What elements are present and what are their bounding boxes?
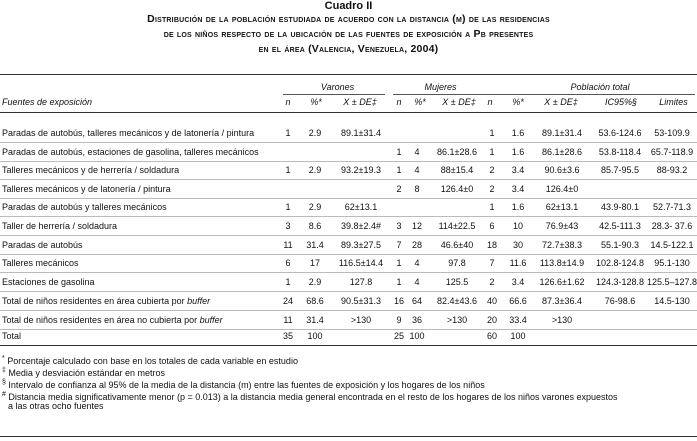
table-cell: 1 <box>489 202 495 212</box>
table-cell: 82.4±43.6 <box>437 296 477 306</box>
header-ic95: IC95%§ <box>604 97 638 107</box>
table-cell: 4 <box>414 258 420 268</box>
header-limites: Limites <box>659 97 688 107</box>
table-cell: 76-98.6 <box>604 296 636 306</box>
row-label: Paradas de autobús, talleres mecánicos y de latonería / pintura <box>2 128 255 138</box>
row-label: Talleres mecánicos y de latonería / pintura <box>2 184 171 194</box>
table-cell: 2.9 <box>308 277 322 287</box>
table-cell: 3 <box>285 221 291 231</box>
row-divider <box>0 161 697 162</box>
table-cell: 89.1±31.4 <box>341 128 381 138</box>
table-title-line-2: de los niños respecto de la ubicación de las fuentes de exposición a Pb presentes <box>163 28 534 40</box>
table-cell: 126.4±0 <box>545 184 579 194</box>
table-cell: 87.3±36.4 <box>542 296 582 306</box>
footnote-3: § Intervalo de confianza al 95% de la media de la distancia (m) entre las fuentes de exposición y los hogares de los niños <box>2 379 485 390</box>
header-mujeres-pct: %* <box>414 97 426 107</box>
table-cell: 90.6±3.6 <box>544 165 580 175</box>
row-label: Paradas de autobús <box>2 240 83 250</box>
header-rule <box>0 112 697 113</box>
table-cell: 85.7-95.5 <box>600 165 640 175</box>
table-cell: 72.7±38.3 <box>542 240 582 250</box>
table-cell: 3.4 <box>511 165 525 175</box>
table-cell: 6 <box>489 221 495 231</box>
row-label: Talleres mecánicos y de herrería / soldadura <box>2 165 180 175</box>
underline-varones <box>283 94 385 95</box>
table-cell: 4 <box>414 165 420 175</box>
table-cell: 31.4 <box>306 315 324 325</box>
table-cell: 8.6 <box>308 221 322 231</box>
table-title-line-1: Distribución de la población estudiada de acuerdo con la distancia (m) de las residencias <box>147 13 550 25</box>
header-fuentes: Fuentes de exposición <box>2 97 93 107</box>
table-cell: 100 <box>307 331 323 341</box>
table-cell: 1 <box>396 165 402 175</box>
table-cell: 1 <box>285 277 291 287</box>
table-cell: 102.8-124.8 <box>595 258 645 268</box>
table-cell: 125.5–127.8 <box>647 277 697 287</box>
table-cell: 100 <box>510 331 526 341</box>
table-cell: >130 <box>551 315 573 325</box>
table-cell: 6 <box>285 258 291 268</box>
table-cell: 14.5-122.1 <box>650 240 694 250</box>
table-cell: 7 <box>489 258 495 268</box>
table-cell: 10 <box>512 221 523 231</box>
table-cell: 52.7-71.3 <box>652 202 692 212</box>
table-cell: 16 <box>393 296 404 306</box>
table-cell: 62±13.1 <box>344 202 378 212</box>
table-title-line-3: en el área (Valencia, Venezuela, 2004) <box>258 43 439 55</box>
row-label: Total <box>2 331 22 341</box>
table-cell: 89.1±31.4 <box>542 128 582 138</box>
table-cell: >130 <box>350 315 372 325</box>
top-rule <box>0 74 697 75</box>
table-cell: 2 <box>489 277 495 287</box>
table-cell: 2.9 <box>308 202 322 212</box>
table-cell: 18 <box>486 240 497 250</box>
header-total-n: n <box>487 97 493 107</box>
table-cell: 24 <box>282 296 293 306</box>
table-bottom-rule <box>0 345 697 346</box>
table-cell: 40 <box>486 296 497 306</box>
table-cell: 65.7-118.9 <box>650 147 694 157</box>
table-cell: 1 <box>396 258 402 268</box>
table-cell: 4 <box>414 147 420 157</box>
header-varones-pct: %* <box>310 97 322 107</box>
table-cell: 35 <box>282 331 293 341</box>
table-cell: 89.3±27.5 <box>341 240 381 250</box>
table-cell: 3.4 <box>511 184 525 194</box>
table-cell: 125.5 <box>445 277 469 287</box>
header-total-pct: %* <box>512 97 524 107</box>
table-cell: 39.8±2.4# <box>341 221 381 231</box>
table-cell: 68.6 <box>306 296 324 306</box>
row-divider <box>0 179 697 180</box>
row-divider <box>0 291 697 292</box>
table-cell: 36 <box>411 315 422 325</box>
row-label: Talleres mecánicos <box>2 258 79 268</box>
row-divider <box>0 198 697 199</box>
table-cell: 2 <box>489 165 495 175</box>
row-label: Total de niños residentes en área no cubierta por buffer <box>2 315 223 325</box>
row-label: Total de niños residentes en área cubierta por buffer <box>2 296 211 306</box>
row-divider <box>0 254 697 255</box>
table-cell: 12 <box>411 221 422 231</box>
table-cell: 8 <box>414 184 420 194</box>
table-cell: 1.6 <box>511 128 525 138</box>
table-cell: 127.8 <box>349 277 373 287</box>
table-cell: 1 <box>396 147 402 157</box>
table-cell: 11 <box>283 240 293 250</box>
table-cell: 88-93.2 <box>656 165 688 175</box>
underline-mujeres <box>393 94 485 95</box>
row-divider <box>0 310 697 311</box>
table-cell: 76.9±43 <box>545 221 579 231</box>
header-mujeres: Mujeres <box>424 82 457 92</box>
table-cell: 86.1±28.6 <box>437 147 477 157</box>
header-varones-xde: X ± DE‡ <box>343 97 377 107</box>
table-cell: 28 <box>411 240 422 250</box>
table-cell: 126.4±0 <box>440 184 474 194</box>
table-cell: 31.4 <box>306 240 324 250</box>
table-cell: 113.8±14.9 <box>539 258 585 268</box>
table-cell: 1 <box>285 202 291 212</box>
table-cell: 124.3-128.8 <box>595 277 645 287</box>
table-cell: 62±13.1 <box>545 202 579 212</box>
table-cell: 17 <box>309 258 320 268</box>
underline-total <box>483 94 695 95</box>
table-cell: 53-109.9 <box>654 128 690 138</box>
table-cell: 3 <box>396 221 402 231</box>
row-label: Taller de herrería / soldadura <box>2 221 118 231</box>
table-cell: 28.3- 37.6 <box>651 221 693 231</box>
row-label: Paradas de autobús y talleres mecánicos <box>2 202 167 212</box>
table-cell: 1.6 <box>511 202 525 212</box>
table-cell: 116.5±14.4 <box>338 258 384 268</box>
table-cell: 60 <box>486 331 497 341</box>
table-cell: 114±22.5 <box>438 221 476 231</box>
header-varones-n: n <box>285 97 291 107</box>
header-total-xde: X ± DE‡ <box>544 97 578 107</box>
table-cell: 86.1±28.6 <box>542 147 582 157</box>
row-divider <box>0 329 697 330</box>
table-cell: 11.6 <box>509 258 527 268</box>
table-cell: 46.6±40 <box>440 240 474 250</box>
table-cell: 4 <box>414 277 420 287</box>
table-cell: 90.5±31.3 <box>341 296 381 306</box>
row-divider <box>0 272 697 273</box>
table-cell: 1.6 <box>511 147 525 157</box>
header-mujeres-xde: X ± DE‡ <box>442 97 476 107</box>
table-cell: 1 <box>285 165 291 175</box>
footnote-4-cont: a las otras ocho fuentes <box>8 401 104 411</box>
table-cell: 2.9 <box>308 165 322 175</box>
table-cell: 2.9 <box>308 128 322 138</box>
table-cell: 97.8 <box>448 258 466 268</box>
row-divider <box>0 142 697 143</box>
table-cell: 2 <box>396 184 402 194</box>
footnote-4: # Distancia media significativamente menor (p = 0.013) a la distancia media general encontrada en el resto de los hogares de los niños varones expuestos <box>2 391 618 402</box>
table-cell: 1 <box>489 147 495 157</box>
row-divider <box>0 235 697 236</box>
bottom-rule <box>0 436 697 437</box>
table-cell: 20 <box>486 315 497 325</box>
row-divider <box>0 216 697 217</box>
table-cell: 43.9-80.1 <box>600 202 640 212</box>
table-cell: 9 <box>396 315 402 325</box>
header-mujeres-n: n <box>396 97 402 107</box>
table-cell: 1 <box>396 277 402 287</box>
table-cell: 3.4 <box>511 277 525 287</box>
table-label: Cuadro II <box>324 0 373 12</box>
table-cell: 42.5-111.3 <box>599 221 641 231</box>
table-cell: 88±15.4 <box>440 165 474 175</box>
table-cell: 1 <box>285 128 291 138</box>
table-cell: 55.1-90.3 <box>600 240 640 250</box>
table-cell: >130 <box>446 315 468 325</box>
table-cell: 64 <box>411 296 422 306</box>
table-cell: 126.6±1.62 <box>539 277 585 287</box>
table-cell: 93.2±19.3 <box>341 165 381 175</box>
table-cell: 7 <box>396 240 402 250</box>
row-label: Paradas de autobús, estaciones de gasolina, talleres mecánicos <box>2 147 259 157</box>
table-cell: 33.4 <box>509 315 527 325</box>
table-cell: 95.1-130 <box>654 258 690 268</box>
footnote-2: ‡ Media y desviación estándar en metros <box>2 367 166 378</box>
table-cell: 2 <box>489 184 495 194</box>
header-varones: Varones <box>320 82 355 92</box>
table-cell: 100 <box>409 331 425 341</box>
footnote-1: * Porcentaje calculado con base en los totales de cada variable en estudio <box>2 355 298 366</box>
table-cell: 14.5-130 <box>654 296 690 306</box>
header-poblacion-total: Población total <box>570 82 630 92</box>
table-cell: 11 <box>283 315 293 325</box>
row-label: Estaciones de gasolina <box>2 277 95 287</box>
table-cell: 53.8-118.4 <box>598 147 642 157</box>
table-title-block <box>0 0 697 57</box>
table-cell: 25 <box>393 331 404 341</box>
table-cell: 30 <box>512 240 523 250</box>
table-cell: 1 <box>489 128 495 138</box>
table-cell: 66.6 <box>509 296 527 306</box>
table-cell: 53.6-124.6 <box>598 128 642 138</box>
